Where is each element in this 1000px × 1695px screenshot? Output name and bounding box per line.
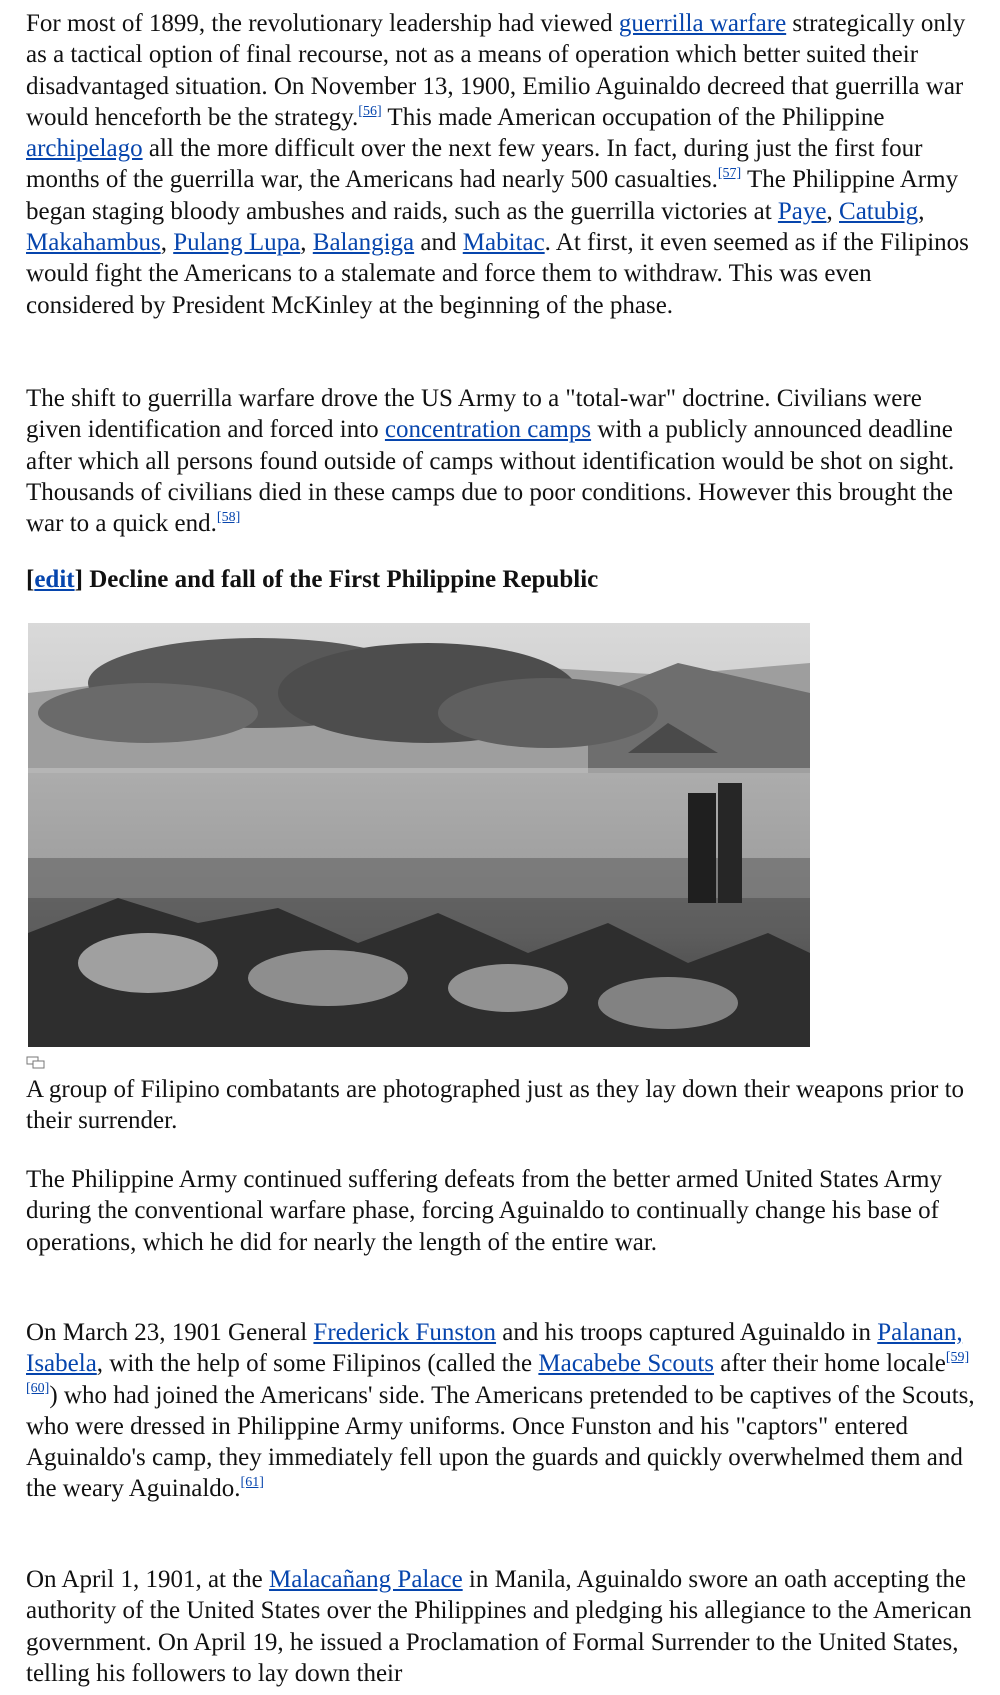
text: The Philippine Army began staging bloody ambushes and raids, such as the guerrilla victories at: [26, 166, 959, 225]
reference-58[interactable]: [217, 510, 240, 525]
text: strategically only as a tactical option of final recourse, not as a means of operation which better suited their disadvantaged situation. On November 13, 1900, Emilio Aguinaldo decreed that guerrilla war would henceforth be the strategy.: [26, 10, 966, 131]
section-heading: [26, 564, 598, 595]
text: ,: [826, 197, 840, 225]
link-palanan-isabela[interactable]: Palanan, Isabela: [26, 1319, 963, 1378]
magnify-clip-icon: [26, 1056, 48, 1070]
reference-link[interactable]: [59]: [945, 1349, 970, 1365]
paragraph-conventional-phase: [26, 1164, 976, 1258]
link-balangiga[interactable]: Balangiga: [312, 229, 415, 257]
link-mabitac[interactable]: Mabitac: [462, 229, 545, 257]
text: ,: [300, 229, 313, 257]
link-makahambus[interactable]: Makahambus: [26, 229, 161, 257]
text: ,: [918, 197, 925, 225]
reference-57[interactable]: [718, 166, 741, 181]
text: after their home locale: [714, 1350, 946, 1378]
edit-link[interactable]: edit: [34, 566, 75, 593]
text: ) who had joined the Americans' side. The Americans pretended to be captives of the Scouts, who were dressed in Philippine Army uniforms. Once Funston and his "captors" entered Aguinaldo's camp, they immediately fell upon the guards and quickly overwhelmed them and the weary Aguinaldo.: [26, 1381, 975, 1503]
text: and his troops captured Aguinaldo in: [496, 1319, 878, 1346]
text: with a publicly announced deadline after which all persons found outside of camps without identification would be shot on sight. Thousands of civilians died in these camps due to poor conditions. However this brought the war to a quick end.: [26, 416, 955, 538]
link-catubig[interactable]: Catubig: [839, 197, 919, 225]
text: This made American occupation of the Philippine: [381, 103, 885, 131]
reference-link[interactable]: [61]: [240, 1475, 264, 1491]
reference-56[interactable]: [358, 104, 381, 119]
text: in Manila, Aguinaldo swore an oath accepting the authority of the United States over the Philippines and pledging his allegiance to the American government. On April 19, he issued a Proclamation of Formal Surrender to the United States, telling his followers to lay down their: [26, 1566, 972, 1687]
edit-bracket: [: [26, 566, 35, 593]
text: For most of 1899, the revolutionary leadership had viewed: [26, 10, 619, 37]
text: all the more difficult over the next few years. In fact, during just the first four months of the guerrilla war, the Americans had nearly 500 casualties.: [26, 135, 923, 194]
reference-link[interactable]: [60]: [26, 1381, 50, 1397]
link-archipelago[interactable]: archipelago: [26, 135, 143, 163]
link-guerrilla-warfare[interactable]: guerrilla warfare: [618, 10, 787, 37]
figure-caption: A group of Filipino combatants are photographed just as they lay down their weapons prior to their surrender.: [26, 1076, 965, 1135]
link-concentration-camps[interactable]: concentration camps: [384, 416, 592, 444]
reference-link[interactable]: [57]: [717, 166, 742, 182]
edit-bracket: ]: [74, 566, 83, 593]
reference-link[interactable]: [58]: [216, 509, 241, 525]
photo-illustration: [28, 623, 810, 1047]
surrender-photo[interactable]: [28, 623, 810, 1047]
text: and: [414, 229, 463, 257]
link-pulang-lupa[interactable]: Pulang Lupa: [173, 229, 301, 257]
reference-link[interactable]: [56]: [358, 103, 382, 119]
text: ,: [160, 229, 174, 257]
paragraph-capture: [26, 1317, 976, 1505]
paragraph-oath: [26, 1564, 976, 1689]
text: On March 23, 1901 General: [26, 1319, 314, 1346]
text: On April 1, 1901, at the: [26, 1566, 270, 1593]
section-title: Decline and fall of the First Philippine Republic: [82, 566, 599, 593]
text: , with the help of some Filipinos (called the: [96, 1350, 539, 1378]
link-malacanang-palace[interactable]: Malacañang Palace: [269, 1566, 463, 1593]
link-macabebe-scouts[interactable]: Macabebe Scouts: [538, 1350, 715, 1378]
paragraph-guerrilla-phase: [26, 8, 976, 321]
link-frederick-funston[interactable]: Frederick Funston: [313, 1319, 497, 1346]
link-paye[interactable]: Paye: [777, 197, 827, 225]
text: The shift to guerrilla warfare drove the US Army to a "total-war" doctrine. Civilians were given identification and forced into: [26, 385, 922, 444]
text: The Philippine Army continued suffering defeats from the better armed United States Army during the conventional warfare phase, forcing Aguinaldo to continually change his base of operations, which he did for nearly the length of the entire war.: [26, 1166, 942, 1256]
enlarge-icon[interactable]: [26, 1056, 48, 1070]
paragraph-total-war: [26, 383, 976, 539]
reference-61[interactable]: [241, 1475, 264, 1490]
text: . At first, it even seemed as if the Filipinos would fight the Americans to a stalemate and force them to withdraw. This was even considered by President McKinley at the beginning of the phase.: [26, 229, 969, 319]
